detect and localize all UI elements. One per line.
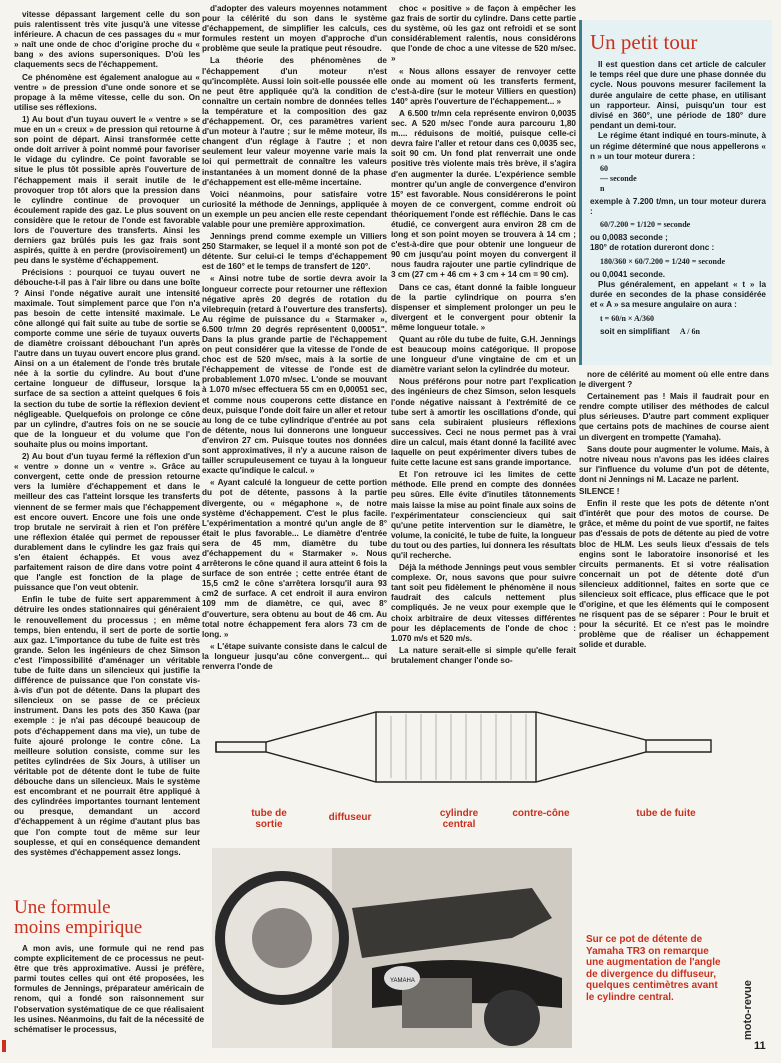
formula-2: 60/7.200 = 1/120 = seconde xyxy=(600,220,691,230)
subheading: SILENCE ! xyxy=(579,487,620,497)
paragraph: La nature serait-elle si simple qu'elle ferait brutalement changer l'onde so- xyxy=(391,645,576,665)
paragraph: « Ainsi notre tube de sortie devra avoir la longueur correcte pour retourner une réflexion négative après 20 degrés de rotation du vilebrequin (retard à l'ouverture des transferts). Au régime de puissance du « Starmaker », 6.500 tr/mn 20 degrés représentent 0,00051". Dans la plus grande partie de l'échappement on peut considérer que la vitesse de l'onde de choc est de 520 m/sec, mais à la sortie de l'échappement de vitesse de l'onde est de probablement 1.070 m/sec. L'onde se mouvant à 1.070 m/sec effectuera 55 cm en 0,00051 sec, et comme nous couperons cette distance en deux, puisque l'onde doit faire un aller et retour au long de ce tube cylindrique d'entrée au pot de détente, nous lui donnerons une longueur d'environ 27 cm. Puisque toutes nos données sont approximatives, il n'y a aucune raison de tailler scrupuleusement ce tuyau à la longueur exacte qu'indique le calcul. » xyxy=(202,274,387,476)
sidebar-text: 180° de rotation dureront donc : xyxy=(590,243,715,253)
section-title-line-1: Une formule xyxy=(14,897,111,918)
formula-4: t = 60/n × A/360 xyxy=(600,313,655,323)
label-cylindre-central: cylindre central xyxy=(439,808,479,830)
formula-1 xyxy=(600,164,766,195)
paragraph: Certainement pas ! Mais il faudrait pour en rendre compte utiliser des méthodes de calcul plus sérieuses. D'autre part comment expliquer que certains pots de machines de course aient un divergent en trompette (Yamaha). xyxy=(579,392,769,442)
motorcycle-image xyxy=(212,848,572,1048)
text-column-2 xyxy=(202,4,387,676)
sidebar-body xyxy=(590,60,766,337)
sidebar-text: ou 0,0041 seconde. xyxy=(590,269,666,279)
sidebar-title: Un petit tour xyxy=(590,30,698,54)
paragraph: vitesse dépassant largement celle du son puis ralentissent très vite jusqu'à une vitesse inférieure. A chacun de ces passages du « mur » naît une onde de choc d'origine proche du « bang » des avions supersoniques. D'où les claquements secs de l'échappement. xyxy=(14,10,200,70)
text-column-4 xyxy=(579,370,769,676)
paragraph: Quant au rôle du tube de fuite, G.H. Jennings est beaucoup moins catégorique. Il propose une longueur d'une vingtaine de cm et un diamètre variant selon la cylindrée du moteur. xyxy=(391,335,576,375)
paragraph: « Ayant calculé la longueur de cette portion du pot de détente, passons à la partie divergente, ou « mégaphone », de notre système d'échappement. C'est le plus facile. L'expérimentation a montré qu'un angle de 8° était le plus favorable... Le diamètre d'entrée sera de 45 mm, diamètre du tube d'échappement du « Starmaker ». Nous arrêterons le cône quand il aura atteint 6 fois la surface de son entrée ; cette entrée étant de 15,5 cm2 le cône s'arrêtera lorsqu'il aura 93 cm2 de surface. A cet endroit il aura environ 109 mm de diamètre, ce qui, avec 8° d'ouverture, sera obtenu au bout de 46 cm. Au total notre échappement fera alors 73 cm de long. » xyxy=(202,478,387,639)
label-tube-de-sortie: tube de sortie xyxy=(251,808,287,830)
motorcycle-photo xyxy=(212,848,572,1048)
paragraph: nore de célérité au moment où elle entre dans le divergent ? xyxy=(579,370,769,390)
sidebar-text: Plus généralement, en appelant « t » la durée en secondes de la phase considérée et « A » sa mesure angulaire on aura : xyxy=(590,280,766,310)
sidebar-simplify: soit en simplifiant xyxy=(600,326,670,336)
paragraph: Et l'on retrouve ici les limites de cette méthode. Elle prend en compte des données peu sûres. Elle évite d'inutiles tâtonnements mais laisse la mise au point finale aux soins de l'expérimentateur consciencieux qui sait qu'une petite intervention sur le diamètre, le volume, la conicité, le tube de fuite, la longueur du tout ou des parties, lui donnera les résultats qu'il recherche. xyxy=(391,470,576,560)
photo-caption: Sur ce pot de détente de Yamaha TR3 on remarque une augmentation de l'angle de divergence du diffuseur, quelques centimètres avant le cylindre central. xyxy=(586,934,721,1003)
paragraph: 2) Au bout d'un tuyau fermé la réflexion d'un « ventre » donne un « ventre ». Grâce au convergent, cette onde de pression retourne vers la lumière d'échappement et dans le meilleur des cas l'atteint lorsque les transferts viennent de se fermer mais que l'échappement est encore ouvert. Encore une fois une onde trop brutale ne servirait à rien et l'on préfère une réflexion étalée qui permet de repousser durablement dans le cylindre les gaz frais qui s'en étaient échappés. Et vous avez parfaitement raison de dire dans votre point 4 que l'angle est fonction de la plage de puissance que l'on veut obtenir. xyxy=(14,452,200,593)
label-tube-de-fuite: tube de fuite xyxy=(636,808,696,819)
paragraph: « Nous allons essayer de renvoyer cette onde au moment où les transferts ferment, c'est-à-dire (sur le moteur Villiers en question) 140° après l'ouverture de l'échappement... » xyxy=(391,66,576,106)
sidebar-text: Le régime étant indiqué en tours-minute, à un régime déterminé que nous appellerons « n » un tour moteur durera : xyxy=(590,131,766,161)
sidebar-intro: Il est question dans cet article de calculer le temps réel que dure une phase donnée du cycle. Nous pouvons mesurer facilement la durée angulaire de cette phase, en utilisant un rapporteur. Ainsi, puisqu'un tour est divisé en 360°, une période de 180° dure pendant un demi-tour. xyxy=(590,60,766,131)
sidebar-text xyxy=(600,327,766,337)
section-text xyxy=(14,944,204,1056)
paragraph: « L'étape suivante consiste dans le calcul de la longueur jusqu'au cône convergent... qui renverra l'onde de xyxy=(202,641,387,671)
exhaust-diagram xyxy=(206,690,728,836)
paragraph: Dans ce cas, étant donné la faible longueur de la partie cylindrique on pourra s'en dispenser et simplement prolonger un peu le divergent et le convergent pour obtenir la même longueur totale. » xyxy=(391,282,576,332)
sidebar-text: ou 0,0083 seconde ; xyxy=(590,233,668,243)
formula-1-den: n xyxy=(600,184,605,194)
paragraph: Voici néanmoins, pour satisfaire votre curiosité la méthode de Jennings, appliquée à un exemple un peu ancien elle reste cependant valable pour une première approximation. xyxy=(202,189,387,229)
page-number: 11 xyxy=(754,1040,766,1052)
paragraph: A 6.500 tr/mn cela représente environ 0,0035 sec. A 520 m/sec l'onde aura parcouru 1,80 m.... réduisons de moitié, puisque celle-ci devra faire l'aller et retour dans ces 0,0035 sec, soit 90 cm. Un fond plat renverrait une onde positive très violente mais très brève, il s'agira d'en augmenter la durée. L'expérience semble montrer qu'un angle de convergence d'environ 15° est favorable. Nous considérerons le point moyen de ce convergent, comme endroit où théoriquement l'onde est réfléchie. Dans le cas étudié, ce convergent aura environ 28 cm de long et son point moyen se trouvera à 14 cm ; c'est-à-dire que pour obtenir une longueur de 90 cm jusqu'au point moyen du convergent il nous faudra rajouter une partie cylindrique de 3 cm (27 cm + 46 cm + 3 cm + 14 cm = 90 cm). xyxy=(391,108,576,280)
magazine-brand: moto-revue xyxy=(742,980,754,1040)
paragraph: Enfin il reste que les pots de détente n'ont d'intérêt que pour des motos de course. De grâce, et même du point de vue sportif, ne faites pas d'essais de pots de détente au pied de votre bloc de HLM. Les seuls lieux d'essais de tels engins sont le laboratoire insonorisé et les circuits permanents. Et si votre réalisation concernait un pot de détente doté d'un silencieux additionnel, faites en sorte que ce silencieux soit efficace, plus efficace que le pot d'origine, et que les éléments qui le composent ne risquent pas de se séparer : Pour le bruit et pour la sécurité. Et ce n'est pas le moindre problème que de réaliser un échappement solide et durable. xyxy=(579,499,769,650)
formula-5: A / 6n xyxy=(679,326,700,336)
paragraph: A mon avis, une formule qui ne rend pas compte explicitement de ce processus ne peut-être que très approximative. Aussi je préfère, parmi toutes celles qui ont été proposées, les formules de Jennings, préparateur américain de renom, qui a fondé son raisonnement sur l'observation systématique de ce que réalisaient les usines. Néanmoins, du fait de la nécessité de schématiser le processus, xyxy=(14,944,204,1034)
formula-1-num: 60 xyxy=(600,164,608,174)
paragraph: La théorie des phénomènes de l'échappement d'un moteur n'est qu'incomplète. Aussi loin soit-elle poussée elle ne peut être appliquée qu'à la condition de connaître un certain nombre de données telles la température et la composition des gaz d'échappement. Or, ces paramètres varient d'un moteur à l'autre ; sur le même moteur, ils changent d'un réglage à l'autre ; et non seulement leur valeur moyenne varie mais la loi qui permettrait de connaître les valeurs instantanées à un moment donné de la phase d'échappement est elle-même incertaine. xyxy=(202,56,387,187)
text-column-3 xyxy=(391,4,576,676)
paragraph: choc « positive » de façon à empêcher les gaz frais de sortir du cylindre. Dans cette partie du système, où les gaz ont refroidi et se sont considérablement ralentis, nous considérons que l'onde de choc a une vitesse de 520 m/sec. » xyxy=(391,4,576,64)
label-contre-cone: contre-cône xyxy=(512,808,570,819)
label-diffuseur: diffuseur xyxy=(328,812,372,823)
paragraph: 1) Au bout d'un tuyau ouvert le « ventre » se mue en un « creux » de pression qui retourne à son point de départ. Ainsi transformée cette onde doit arriver à point nommé pour favoriser le vidage du cylindre. Ce point favorable se situe le plus tôt possible après l'ouverture de l'échappement mais il serait inutile de le provoquer trop tôt alors que la pression dans le cylindre continue de provoquer un écoulement rapide des gaz. Le plus souvent on considère que le retour de l'onde est favorable lors de l'ouverture des transferts. Ainsi les derniers gaz brûlés puis les gaz frais sont aspirés, quitte à en perdre (provisoirement) un peu dans le système d'échappement. xyxy=(14,114,200,266)
formula-1-unit: — seconde xyxy=(600,174,637,184)
paragraph: Précisions : pourquoi ce tuyau ouvert ne débouche-t-il pas à l'air libre ou dans une boîte ? Ainsi l'onde négative aurait une intensité maximale. Tout simplement parce que l'on n'a pas besoin de cette intensité maximale. Le cône allongé qui fait suite au tube de sortie se comporte comme une série de tuyaux ouverts de diamètre croissant débouchant l'un après l'autre dans un tuyau ouvert encore plus grand. Ainsi on a un étalement de l'onde très brutale née à la sortie du cylindre. Au bout d'une certaine longueur de diffuseur, lorsque la surface de sa section a atteint quelques 6 fois la section du tube de sortie la réflexion devient négligeable. Quelquefois on prolonge ce cône par un cylindre, d'autres fois on ne se soucie que de la longueur et du volume que l'on souhaite plus ou moins important. xyxy=(14,268,200,449)
section-title-line-2: moins empirique xyxy=(14,917,143,938)
sidebar-box xyxy=(579,20,772,365)
paragraph: Nous préférons pour notre part l'explication des ingénieurs de chez Simson, selon lesquels l'onde négative naissant à l'extrémité de ce tube sert à amortir les oscillations d'onde, qui sans cela subiraient plusieurs réflexions successives. Ceci ne nous permet pas à vrai dire un calcul, mais étant donné la facilité avec laquelle on peut expérimenter divers tubes de fuite cette lacune est sans grande importance. xyxy=(391,377,576,468)
paragraph: Sans doute pour augmenter le volume. Mais, à notre niveau nous n'avons pas les idées claires sur l'influence du volume d'un pot de détente, dont ni Jennings ni M. Lacaze ne parlent. xyxy=(579,444,769,484)
paragraph: Déjà la méthode Jennings peut vous sembler complexe. Or, nous savons que pour suivre tant soit peu fidèlement le phénomène il nous faudrait des calculs nettement plus compliqués. Je ne veux pour exemple que le choix arbitraire de deux vitesses différentes pour les déplacements de l'onde de choc : 1.070 m/s et 520 m/s. xyxy=(391,563,576,643)
paragraph: d'adopter des valeurs moyennes notamment pour la célérité du son dans le système d'échappement, de simplifier les calculs, ces formules restent un moyen d'approche d'un problème que seule la pratique peut résoudre. xyxy=(202,4,387,54)
page-marker xyxy=(2,1040,6,1052)
section-title xyxy=(14,898,204,938)
text-column-1 xyxy=(14,10,200,857)
paragraph: Enfin le tube de fuite sert apparemment à détruire les ondes stationnaires qui généraient le renouvellement du processus ; en même temps, bien entendu, il sert de porte de sortie aux gaz. L'importance du tube de fuite est très grande. Selon les ingénieurs de chez Simson c'est l'impossibilité d'aménager un véritable tube de fuite dans un silencieux qui justifie la différence de puissance que l'on constate vis-à-vis d'un pot de détente. Dans la plupart des silencieux on se passe de ce précieux instrument. Dans les pots des 350 Kawa (par exemple : je n'ai pas découpé beaucoup de pots d'échappement dans ma vie), un tube de fuite ajouré prolonge le contre cône. La meilleure solution consiste, comme sur les petites cylindrées de Six Jours, à utiliser un véritable pot de détente dont le tube de fuite débouche dans un silencieux. Mais le système est encombrant et ne pourrait être appliqué à des cylindrées importantes tournant lentement ou presque, demandant un accord d'échappement à un régime d'autant plus bas que l'on compte tout de même sur leur souplesse, et qui en conséquence demandent des systèmes d'échappement assez longs. xyxy=(14,595,200,857)
paragraph: Ce phénomène est également analogue au « ventre » de pression d'une onde sonore et se propage à la même vitesse, celle du son. On utilise ses réflexions. xyxy=(14,72,200,112)
photo-badge: YAMAHA xyxy=(390,978,415,984)
formula-3: 180/360 × 60/7.200 = 1/240 = seconde xyxy=(600,256,726,266)
sidebar-text: exemple à 7.200 t/mn, un tour moteur durera : xyxy=(590,196,766,216)
paragraph: Jennings prend comme exemple un Villiers 250 Starmaker, se lequel il a monté son pot de détente. Sur celui-ci le temps d'échappement est de 160° et le temps de transfert de 120°. xyxy=(202,232,387,272)
